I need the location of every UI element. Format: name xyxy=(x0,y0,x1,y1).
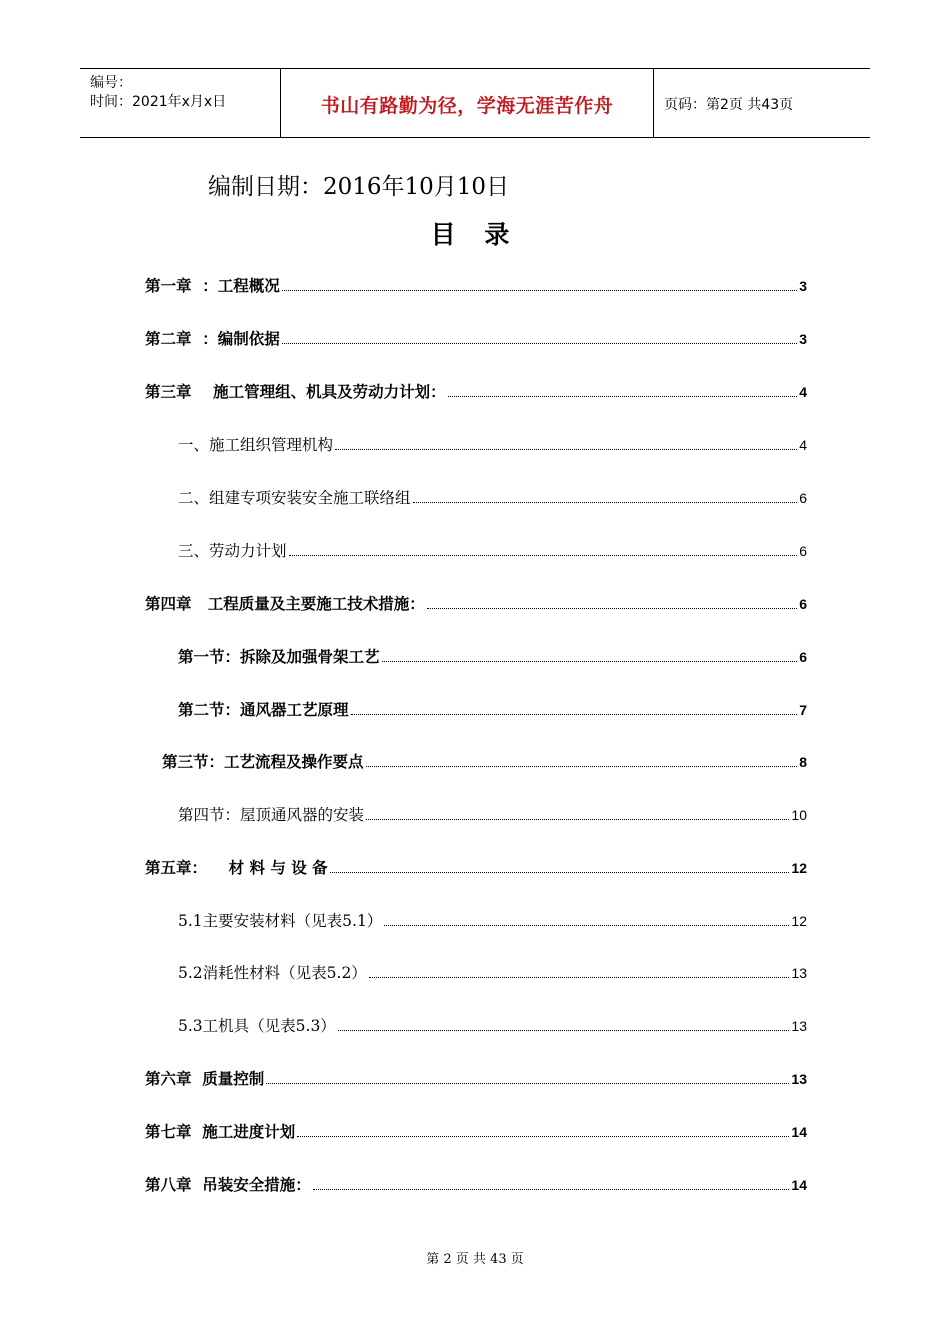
toc-leader-dots xyxy=(382,660,798,662)
toc-entry-text: 5.3工机具（见表5.3） xyxy=(178,1017,336,1035)
toc-entry-text: 第一章 ：工程概况 xyxy=(145,277,280,295)
toc-leader-dots xyxy=(297,1135,789,1137)
doc-number-label: 编号： xyxy=(90,75,132,91)
toc-leader-dots xyxy=(366,765,798,767)
toc-entry-page: 7 xyxy=(799,702,807,718)
toc-entry-section-5-2[interactable] xyxy=(178,961,807,987)
toc-entry-page: 3 xyxy=(799,278,807,294)
toc-entry-text: 二、组建专项安装安全施工联络组 xyxy=(178,489,411,507)
toc-entry-text: 第二节：通风器工艺原理 xyxy=(178,701,349,719)
toc-entry-text: 第二章 ：编制依据 xyxy=(145,330,280,348)
toc-leader-dots xyxy=(413,501,798,503)
toc-leader-dots xyxy=(282,289,797,291)
toc-entry-page: 14 xyxy=(791,1177,807,1193)
toc-leader-dots xyxy=(369,976,790,978)
toc-entry-page: 13 xyxy=(791,1018,807,1034)
toc-entry-page: 13 xyxy=(791,1071,807,1087)
toc-entry-text: 第八章 吊装安全措施： xyxy=(145,1176,311,1194)
toc-leader-dots xyxy=(366,818,789,820)
toc-leader-dots xyxy=(427,607,798,609)
compile-date: 编制日期：2016年10月10日 xyxy=(208,174,510,200)
toc-entry-chapter-7[interactable] xyxy=(145,1120,807,1146)
toc-entry-chapter-5[interactable] xyxy=(145,856,807,882)
toc-entry-page: 6 xyxy=(799,490,807,506)
toc-entry-chapter-1[interactable] xyxy=(145,274,807,300)
toc-entry-text: 第一节：拆除及加强骨架工艺 xyxy=(178,648,380,666)
toc-entry-section-3-2[interactable] xyxy=(178,486,807,512)
toc-entry-text: 第五章： 材 料 与 设 备 xyxy=(145,859,328,877)
toc-leader-dots xyxy=(266,1082,789,1084)
header-info-cell xyxy=(80,69,281,137)
toc-entry-text: 第七章 施工进度计划 xyxy=(145,1123,296,1141)
toc-entry-page: 12 xyxy=(791,860,807,876)
toc-leader-dots xyxy=(330,871,790,873)
toc-entry-page: 4 xyxy=(799,437,807,453)
toc-entry-text: 第三章 施工管理组、机具及劳动力计划： xyxy=(145,383,446,401)
toc-leader-dots xyxy=(351,713,798,715)
toc-entry-page: 6 xyxy=(799,543,807,559)
toc-entry-text: 5.1主要安装材料（见表5.1） xyxy=(178,912,383,930)
header-page-info: 页码：第2页 共43页 xyxy=(664,97,794,113)
toc-entry-section-4-2[interactable] xyxy=(178,698,807,724)
doc-time-label: 时间：2021年x月x日 xyxy=(90,94,227,110)
toc-entry-section-4-3[interactable] xyxy=(162,750,807,776)
toc-entry-page: 6 xyxy=(799,649,807,665)
toc-entry-text: 第三节：工艺流程及操作要点 xyxy=(162,753,364,771)
toc-entry-text: 一、施工组织管理机构 xyxy=(178,436,334,454)
toc-title: 目 录 xyxy=(430,220,520,249)
toc-entry-chapter-2[interactable] xyxy=(145,327,807,353)
toc-entry-chapter-8[interactable] xyxy=(145,1173,807,1199)
toc-entry-page: 10 xyxy=(791,807,807,823)
toc-entry-section-3-1[interactable] xyxy=(178,433,807,459)
header-motto-cell xyxy=(281,69,654,137)
toc-entry-page: 6 xyxy=(799,596,807,612)
toc-entry-text: 第六章 质量控制 xyxy=(145,1070,265,1088)
toc-leader-dots xyxy=(384,924,789,926)
toc-leader-dots xyxy=(338,1029,790,1031)
header-motto: 书山有路勤为径，学海无涯苦作舟 xyxy=(320,95,614,117)
page-header xyxy=(80,68,870,138)
toc-entry-section-4-1[interactable] xyxy=(178,645,807,671)
toc-leader-dots xyxy=(448,395,798,397)
header-page-cell xyxy=(654,69,870,137)
toc-entry-page: 3 xyxy=(799,331,807,347)
toc-entry-section-5-3[interactable] xyxy=(178,1014,807,1040)
toc-entry-chapter-3[interactable] xyxy=(145,380,807,406)
toc-entry-page: 8 xyxy=(799,754,807,770)
toc-entry-text: 三、劳动力计划 xyxy=(178,542,287,560)
toc-entry-chapter-6[interactable] xyxy=(145,1067,807,1093)
toc-leader-dots xyxy=(289,554,798,556)
toc-entry-text: 5.2消耗性材料（见表5.2） xyxy=(178,964,367,982)
toc-leader-dots xyxy=(335,448,797,450)
toc-entry-section-3-3[interactable] xyxy=(178,539,807,565)
toc-entry-chapter-4[interactable] xyxy=(145,592,807,618)
toc-entry-text: 第四节：屋顶通风器的安装 xyxy=(178,806,365,824)
toc-leader-dots xyxy=(313,1188,790,1190)
toc-entry-text: 第四章 工程质量及主要施工技术措施： xyxy=(145,595,425,613)
toc-entry-page: 4 xyxy=(799,384,807,400)
page-footer: 第 2 页 共 43 页 xyxy=(426,1252,524,1267)
toc-leader-dots xyxy=(282,342,797,344)
toc-entry-page: 14 xyxy=(791,1124,807,1140)
toc-entry-page: 13 xyxy=(791,965,807,981)
toc-entry-section-5-1[interactable] xyxy=(178,909,807,935)
toc-entry-section-4-4[interactable] xyxy=(178,803,807,829)
toc-entry-page: 12 xyxy=(791,913,807,929)
